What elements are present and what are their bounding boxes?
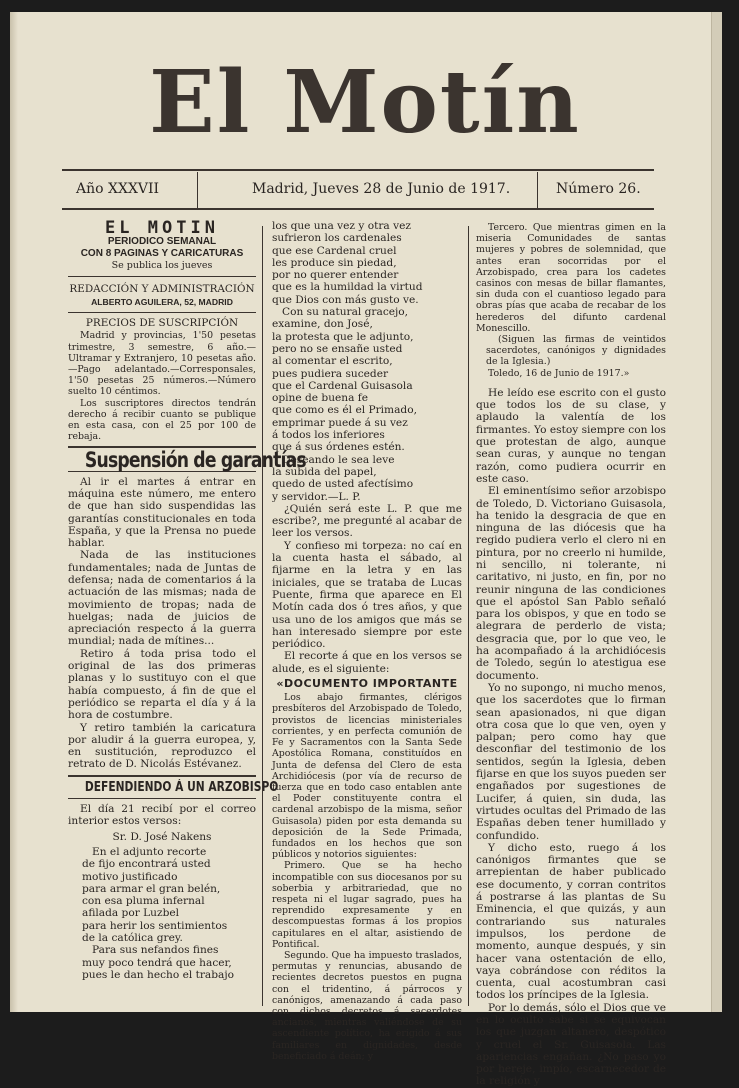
verse-line: pues le dan hecho el trabajo (82, 968, 235, 981)
verse-line: emprimar puede á su vez (272, 416, 408, 429)
header-divider (537, 172, 538, 208)
verse-line: por no querer entender (272, 269, 399, 282)
column-1 (68, 218, 306, 981)
article-paragraph: ¿Quién será este L. P. que me escribe?, me pregunté al acabar de leer los versos. (272, 502, 462, 540)
verse-line: quedo de usted afectísimo (272, 478, 414, 491)
verse-block (272, 220, 462, 503)
newspaper-page (10, 12, 722, 1088)
article-paragraph: Y dicho esto, ruego á los canónigos firmantes que se arrepientan de haber publicado ese documento, y corran contritos á postrarse á las plantas de Su Eminencia, el que quizás, y aun contrariando sus naturales impulsos, los perdone de momento, aunque después, y sin hacer vana ostentación de ello, vaya cobrándose con réditos la cuenta, cual acostumbran casi todos los príncipes de la Iglesia. (476, 841, 666, 1002)
document-signatures: (Siguen las firmas de veintidos sacerdotes, canónigos y dignidades de la Iglesia.) (486, 334, 666, 368)
verse-line: que á sus órdenes estén. (272, 441, 405, 454)
verse-line: de la católica grey. (82, 932, 183, 945)
verse-line: que como es él el Primado, (272, 404, 417, 417)
verse-line: Con su natural gracejo, (282, 306, 409, 319)
verse-line: opine de buena fe (272, 392, 368, 405)
header-bottom-rule (62, 208, 654, 210)
article-paragraph: Al ir el martes á entrar en máquina este número, me entero de que han sido suspendidas las garantías constitucionales en toda España, y que la Prensa no puede hablar. (68, 475, 256, 550)
issue-year: Año XXXVII (76, 181, 160, 197)
divider (68, 775, 256, 777)
column-2 (272, 220, 462, 1062)
verse-block (68, 846, 256, 981)
verse-line: afilada por Luzbel (82, 907, 180, 920)
issue-date: Madrid, Jueves 28 de Junio de 1917. (252, 181, 511, 197)
verse-line: muy poco tendrá que hacer, (82, 956, 232, 969)
subscription-box-title: EL MOTIN (105, 218, 219, 238)
verse-line: Para sus nefandos fines (92, 944, 219, 957)
article-paragraph: Nada de las instituciones fundamentales; nada de Juntas de defensa; nada de comentarios á la actuación de las mismas; nada de movimiento de tropas; nada de huelgas; nada de juicios de apreciación respecto á la guerra mundial; nada de mítines... (68, 549, 256, 648)
article-paragraph: El día 21 recibí por el correo interior estos versos: (68, 803, 256, 828)
document-paragraph: Tercero. Que mientras gimen en la miseria Comunidades de santas mujeres y pobres de solemnidad, que antes eran socorridas por el Arzobispado, crea para los cadetes casinos con mesas de billar flamantes, sin duda con el cuantioso legado para obras pías que acaba de recabar de los herederos del difunto cardenal Monescillo. (476, 222, 666, 334)
verse-line: para armar el gran belén, (82, 882, 221, 895)
subscription-line: Se publica los jueves (111, 260, 213, 272)
article-paragraph: Yo no supongo, ni mucho menos, que los sacerdotes que lo firman sean apasionados, ni que digan otra cosa que lo que ven, oyen y palpan; pero como hay que desconfiar del testimonio de los sentidos, según la Iglesia, deben fijarse en que los suyos pueden ser engañados por sugestiones de Lucifer, á quien, sin duda, las virtudes ocultas del Primado de las Españas deben tener humillado y confundido. (476, 681, 666, 842)
column-3 (476, 222, 666, 1088)
article-paragraph: El eminentísimo señor arzobispo de Toledo, D. Victoriano Guisasola, ha tenido la desgracia de que en ninguna de las diócesis que ha regido pudiera verlo el clero ni en pintura, por no creerlo ni humilde, ni sencillo, ni tolerante, ni caritativo, ni justo, en fin, por no reunir ninguna de las condiciones que el apóstol San Pablo señaló para los obispos, y que en todo se alegrara de perderlo de vista; desgracia que, por lo que veo, le ha acompañado á la archidiócesis de Toledo, según lo atestigua ese documento. (476, 485, 666, 682)
divider (68, 276, 256, 277)
verse-line: para herir los sentimientos (82, 919, 228, 932)
issue-number: Número 26. (556, 181, 641, 197)
masthead-title: El Motín (149, 52, 581, 153)
verse-line: que es la humildad la virtud (272, 281, 423, 294)
verse-line: de fijo encontrará usted (82, 858, 211, 871)
header-divider (197, 172, 198, 208)
verse-line: motivo justificado (82, 870, 178, 883)
verse-line: los que una vez y otra vez (272, 220, 411, 232)
suspension-headline: Suspensión de garantías (84, 448, 306, 473)
column-rule (262, 226, 263, 1006)
redaccion-address: ALBERTO AGUILERA, 52, MADRID (91, 297, 233, 308)
verse-line: examine, don José, (272, 318, 373, 331)
letter-salutation: Sr. D. José Nakens (112, 830, 212, 843)
document-paragraph: Primero. Que se ha hecho incompatible con sus diocesanos por su soberbia y arbitrariedad, que no respeta ni el lugar sagrado, pues ha reprendido expresamente y en descompuestas formas á los propios capitulares en el altar, asistiendo de Pontifical. (272, 860, 462, 950)
verse-line: Deseando le sea leve (282, 453, 395, 466)
issue-header (62, 172, 654, 208)
verse-line: pero no se ensañe usted (272, 342, 403, 355)
verse-line: con esa pluma infernal (82, 895, 205, 908)
article-paragraph: Retiro á toda prisa todo el original de las dos primeras planas y lo sustituyo con el que había compuesto, á fin de que el periódico se reparta el día y á la hora de costumbre. (68, 647, 256, 722)
column-rule (468, 226, 469, 1006)
prices-heading: PRECIOS DE SUSCRIPCIÓN (85, 317, 239, 330)
article-paragraph: El recorte á que en los versos se alude, es el siguiente: (272, 650, 462, 675)
divider (68, 312, 256, 313)
redaccion-heading: REDACCIÓN Y ADMINISTRACIÓN (69, 283, 255, 296)
article-paragraph: Y retiro también la caricatura por aludir á la guerra europea, y, en sustitución, reproduzco el retrato de D. Nicolás Estévanez. (68, 721, 256, 771)
document-heading: «DOCUMENTO IMPORTANTE (276, 676, 458, 690)
verse-line: que el Cardenal Guisasola (272, 379, 413, 392)
verse-line: En el adjunto recorte (92, 845, 207, 858)
subscribers-note: Los suscriptores directos tendrán derecho á recibir cuanto se publique en esta casa, con el 25 por 100 de rebaja. (68, 397, 256, 443)
verse-line: la protesta que le adjunto, (272, 330, 414, 343)
article-paragraph: Y confieso mi torpeza: no caí en la cuenta hasta el sábado, al fijarme en la letra y en las iniciales, que se trataba de Lucas Puente, firma que aparece en El Motín cada dos ó tres años, y que usa uno de los amigos que más se han interesado siempre por este periódico. (272, 539, 462, 651)
verse-line: que ese Cardenal cruel (272, 244, 397, 257)
verse-line: les produce sin piedad, (272, 256, 397, 269)
article-paragraph: Por lo demás, sólo el Dios que ve en lo oculto sabe si se equivocan los que juzgan altanero, despótico y cruel el Sr. Guisasola. Las apariencias engañan. ¿No paso yo por hereje, impío, escarnecedor de la religión y (476, 1001, 666, 1088)
page-spine (10, 12, 18, 1012)
verse-line: sufrieron los cardenales (272, 232, 402, 245)
divider (68, 798, 256, 799)
document-paragraph: Los abajo firmantes, clérigos presbíteros del Arzobispado de Toledo, provistos de licencias ministeriales corrientes, y en perfecta comunión de Fe y Sacramentos con la Santa Sede Apostólica Romana, constituídos en Junta de defensa del Clero de esta Archidiócesis (por vía de recurso de fuerza que en todo caso entablen ante el Poder constituyente contra el cardenal arzobispo de la misma, señor Guisasola) piden por esta demanda su deposición de la Sede Primada, fundados en los hechos que son públicos y notorios siguientes: (272, 692, 462, 861)
verse-line: á todos los inferiores (272, 429, 385, 442)
subscription-line: PERIODICO SEMANAL (107, 236, 217, 248)
document-date: Toledo, 16 de Junio de 1917.» (488, 367, 630, 379)
document-paragraph: Segundo. Que ha impuesto traslados, permutas y renuncias, abusando de recientes decretos puestos en pugna con el tridentino, á párrocos y canónigos, amenazando á cada paso con dichos decretos á sacerdotes ancianos, mientras valiéndose de su ascendiente político, ha erigido á sus familiares en dignidades, desde beneficiado á deán; y (272, 949, 462, 1062)
header-top-rule (62, 169, 654, 171)
page-edge (711, 12, 722, 1012)
defending-headline: DEFENDIENDO Á UN ARZOBISPO (84, 779, 279, 795)
subscription-line: CON 8 PAGINAS Y CARICATURAS (80, 248, 244, 260)
verse-line: al comentar el escrito, (272, 355, 393, 368)
verse-line: la subida del papel, (272, 465, 377, 478)
verse-line: y servidor.—L. P. (272, 490, 361, 503)
prices-text: Madrid y provincias, 1'50 pesetas trimestre, 3 semestre, 6 año.—Ultramar y Extranjero, 10 pesetas año.—Pago adelantado.—Corresponsales, 1'50 pesetas 25 números.—Número suelto 10 céntimos. (68, 330, 256, 398)
verse-line: pues pudiera suceder (272, 367, 389, 380)
article-paragraph: He leído ese escrito con el gusto que todos los de su clase, y aplaudo la valentía de los firmantes. Yo estoy siempre con los que protestan de algo, aunque sean curas, y aunque no tengan razón, como pudiera ocurrir en este caso. (476, 386, 666, 485)
verse-line: que Dios con más gusto ve. (272, 293, 419, 306)
